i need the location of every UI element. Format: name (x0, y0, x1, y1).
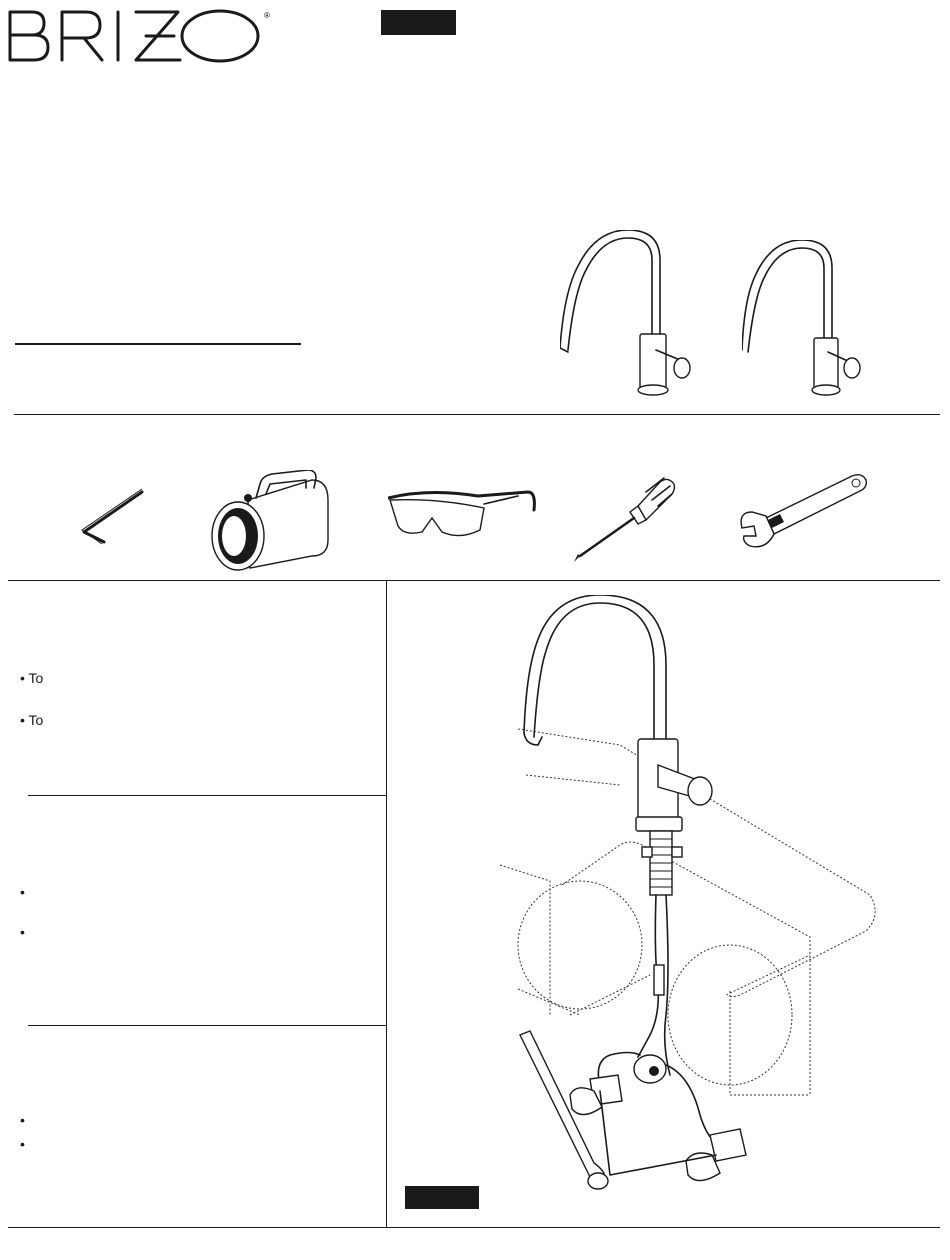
bullet-glyph: • (20, 924, 25, 940)
bullet-glyph: • (20, 670, 25, 686)
adjustable-wrench-icon (738, 470, 868, 552)
faucet-product-image-1 (560, 230, 700, 405)
registered-mark: ® (264, 11, 270, 20)
bullet-glyph: • (20, 884, 25, 900)
list-item (20, 924, 25, 940)
requirement-bullet (20, 712, 43, 728)
section-rule-2 (28, 1025, 386, 1026)
column-divider (386, 580, 387, 1227)
title-underline (15, 343, 301, 345)
section-divider-bottom (8, 1227, 940, 1228)
bullet-glyph: • (20, 712, 25, 728)
section-divider-top (14, 414, 940, 415)
list-item (20, 1112, 25, 1128)
flashlight-icon (208, 470, 333, 572)
section-divider-middle (8, 580, 940, 581)
figure-label-box (405, 1186, 479, 1209)
screwdriver-icon (572, 476, 676, 564)
model-label-box (381, 10, 456, 35)
faucet-product-image-2 (742, 240, 872, 405)
section-rule-1 (28, 795, 386, 796)
bullet-glyph: • (20, 1112, 25, 1128)
safety-glasses-icon (388, 488, 538, 550)
hex-key-icon (78, 486, 148, 546)
brizo-logo (6, 4, 276, 68)
bullet-glyph: • (20, 1136, 25, 1152)
list-item (20, 884, 25, 900)
list-item (20, 1136, 25, 1152)
installation-illustration (490, 595, 890, 1220)
requirement-bullet (20, 670, 43, 686)
requirement-text: To (28, 670, 44, 686)
requirement-text: To (28, 712, 44, 728)
